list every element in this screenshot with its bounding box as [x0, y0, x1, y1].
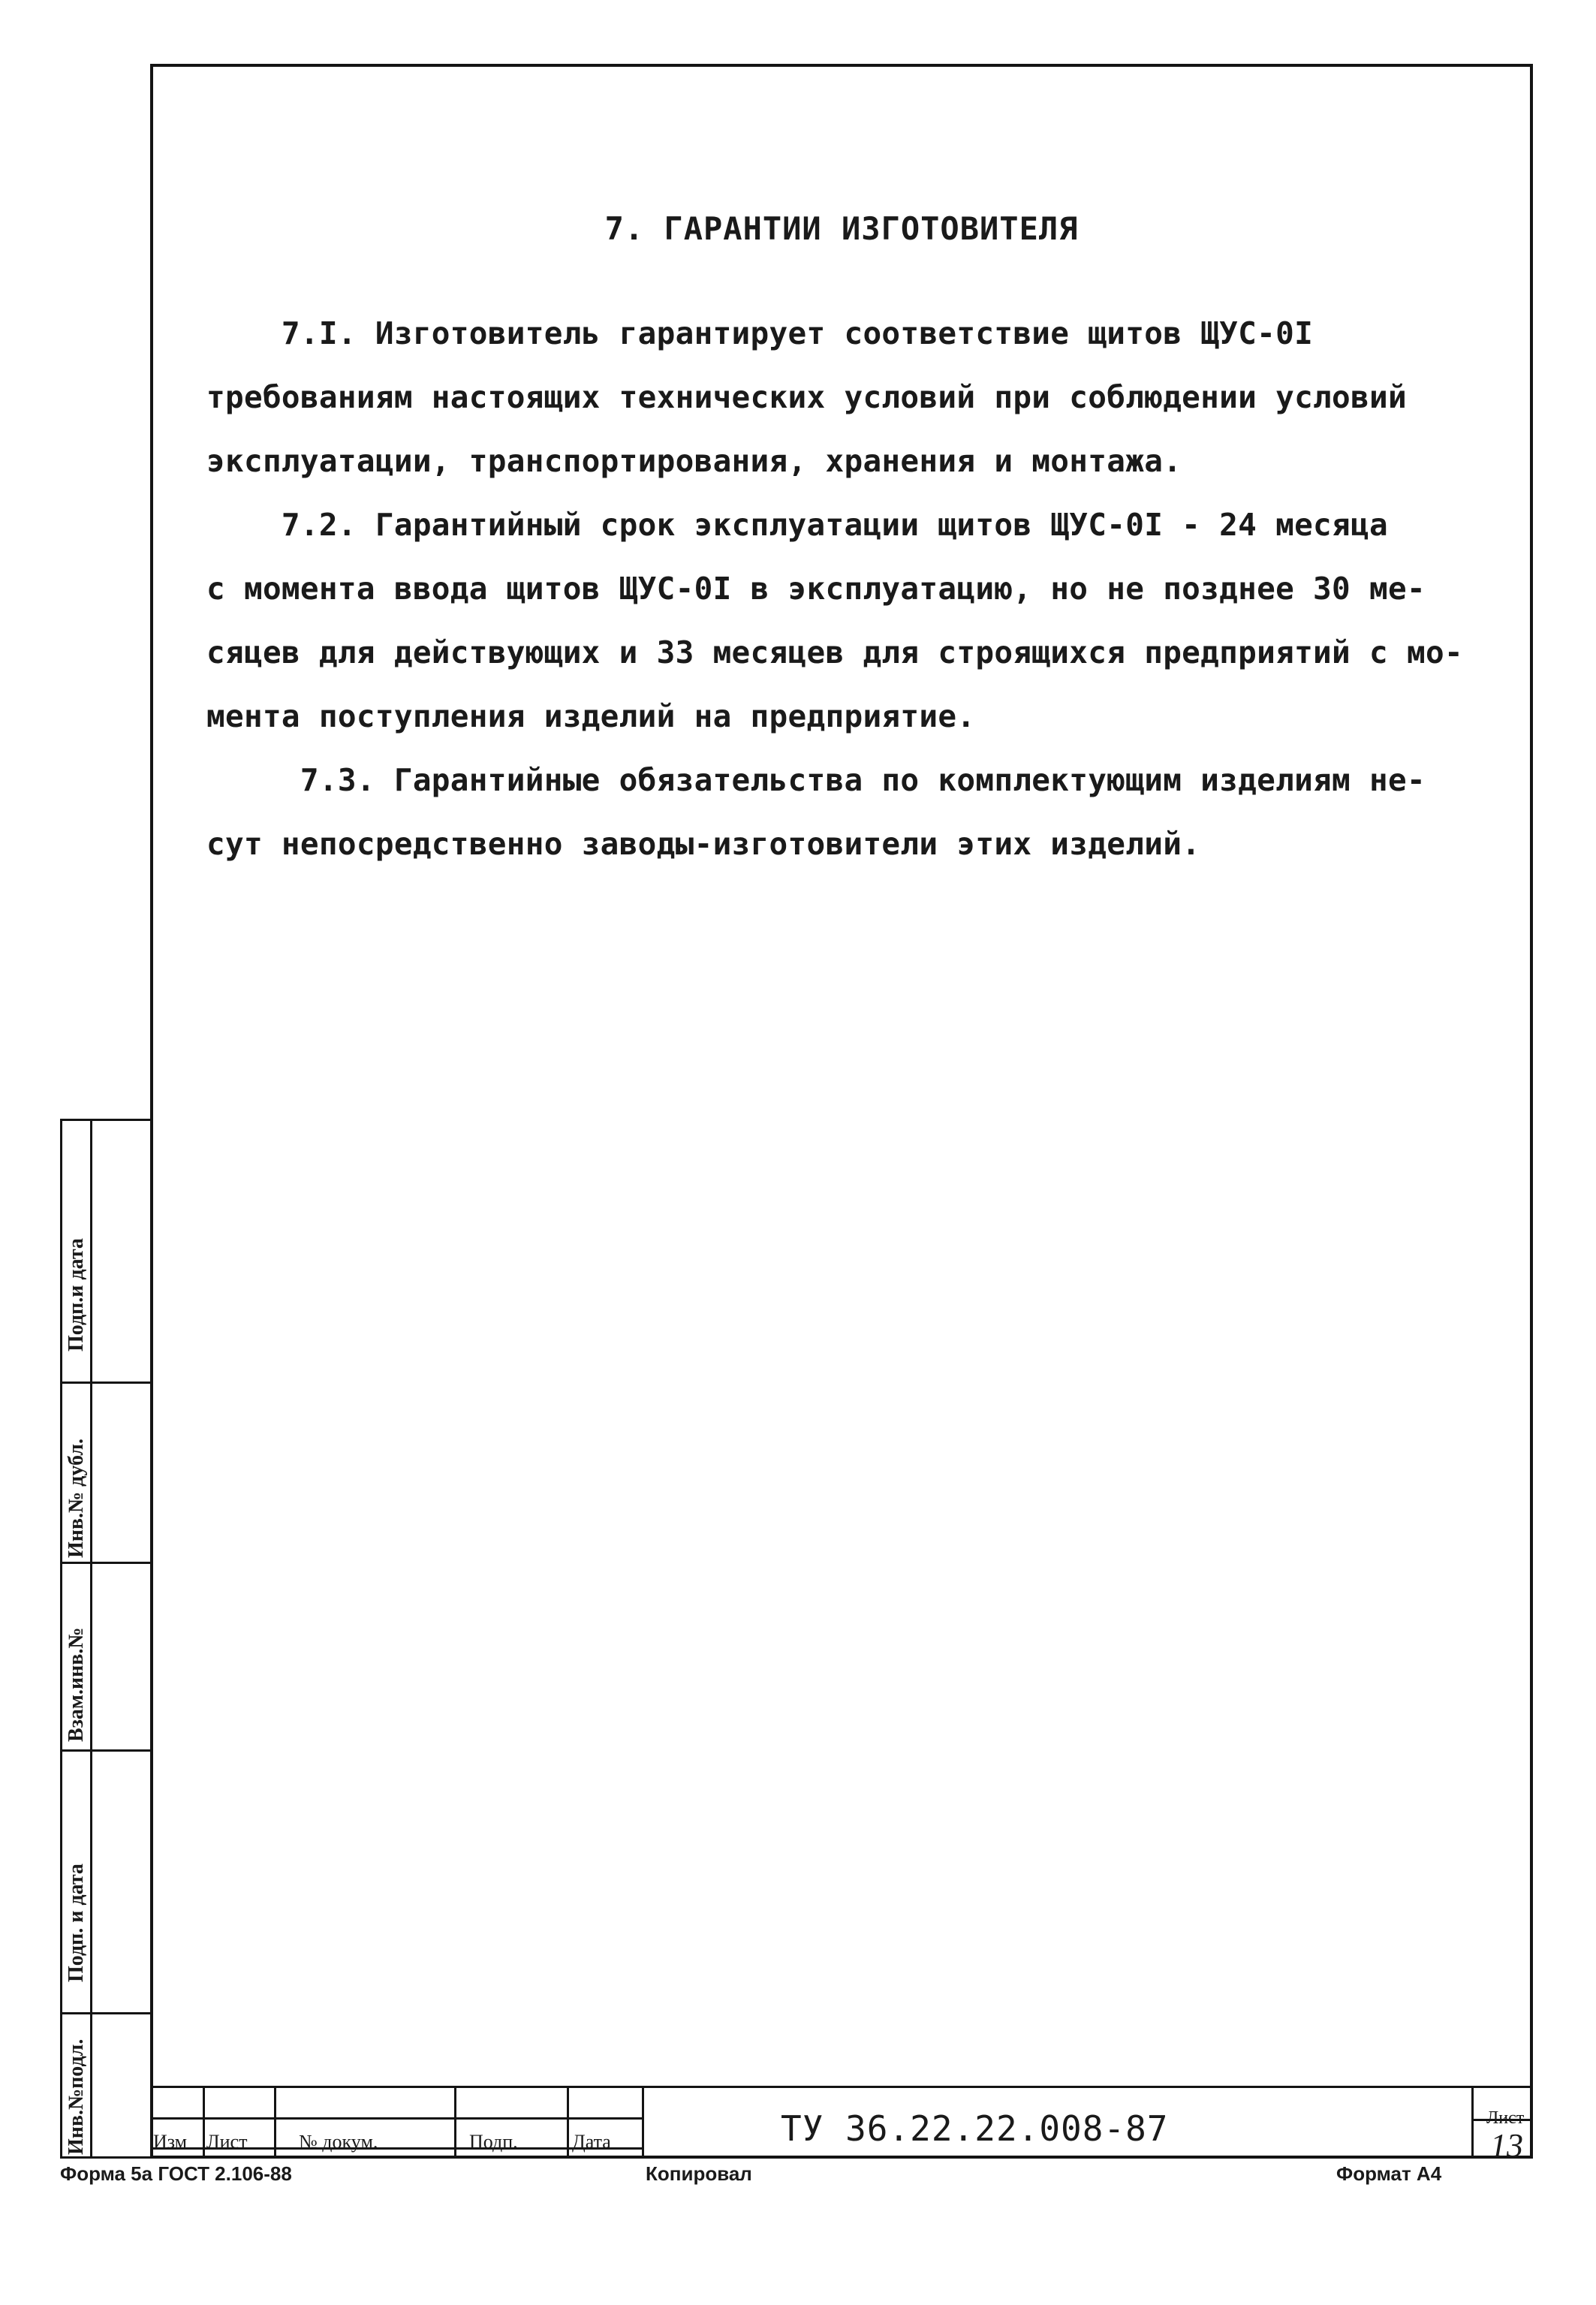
body-line: 7.3. Гарантийные обязательства по комплектующим изделиям не-: [206, 762, 1426, 798]
body-line: 7.I. Изготовитель гарантирует соответствие щитов ЩУС-0I: [206, 315, 1314, 351]
stamp-col-divider: [642, 2086, 644, 2159]
side-cell-divider: [60, 1562, 150, 1564]
stamp-sheet-divider: [1471, 2086, 1474, 2159]
stamp-col-divider: [454, 2086, 456, 2159]
section-heading: 7. ГАРАНТИИ ИЗГОТОВИТЕЛЯ: [604, 210, 1079, 247]
body-line: с момента ввода щитов ЩУС-0I в эксплуатацию, но не позднее 30 ме-: [206, 571, 1426, 607]
footer-form: Форма 5а ГОСТ 2.106-88: [60, 2162, 292, 2185]
stamp-col-change: Изм: [153, 2131, 188, 2153]
stamp-top-border: [150, 2086, 1533, 2088]
stamp-col-divider: [567, 2086, 569, 2159]
page-frame: [150, 64, 1533, 2159]
footer-copied: Копировал: [646, 2162, 752, 2185]
side-cell-divider: [60, 2012, 150, 2014]
side-label-replace-inv: Взам.инв.№: [65, 1627, 88, 1742]
stamp-col-divider: [274, 2086, 276, 2159]
footer-format: Формат А4: [1336, 2162, 1442, 2185]
side-label-sign-date: Подп.и дата: [65, 1238, 88, 1351]
sheet-label: Лист: [1486, 2108, 1525, 2128]
stamp-col-doc-no: № докум.: [299, 2131, 378, 2153]
side-label-orig-inv: Инв.№подл.: [65, 2038, 88, 2155]
side-cell-divider: [60, 1749, 150, 1752]
body-line: требованиям настоящих технических условий при соблюдении условий: [206, 379, 1407, 415]
stamp-col-divider: [203, 2086, 205, 2159]
side-cell-divider: [60, 1381, 150, 1384]
body-line: сут непосредственно заводы-изготовители этих изделий.: [206, 826, 1201, 862]
side-column-divider: [90, 1119, 92, 2159]
side-label-sign-date-2: Подп. и дата: [65, 1864, 88, 1982]
stamp-col-sheet: Лист: [206, 2131, 248, 2153]
body-line: 7.2. Гарантийный срок эксплуатации щитов ЩУС-0I - 24 месяца: [206, 507, 1388, 543]
side-label-dup-inv: Инв.№ дубл.: [65, 1439, 88, 1558]
body-line: эксплуатации, транспортирования, хранения и монтажа.: [206, 443, 1182, 479]
body-line: мента поступления изделий на предприятие.: [206, 698, 976, 734]
stamp-col-signature: Подп.: [469, 2131, 518, 2153]
document-code: ТУ 36.22.22.008-87: [781, 2108, 1169, 2149]
body-line: сяцев для действующих и 33 месяцев для строящихся предприятий с мо-: [206, 634, 1463, 670]
sheet-number: 13: [1490, 2127, 1523, 2164]
stamp-col-date: Дата: [572, 2131, 611, 2153]
